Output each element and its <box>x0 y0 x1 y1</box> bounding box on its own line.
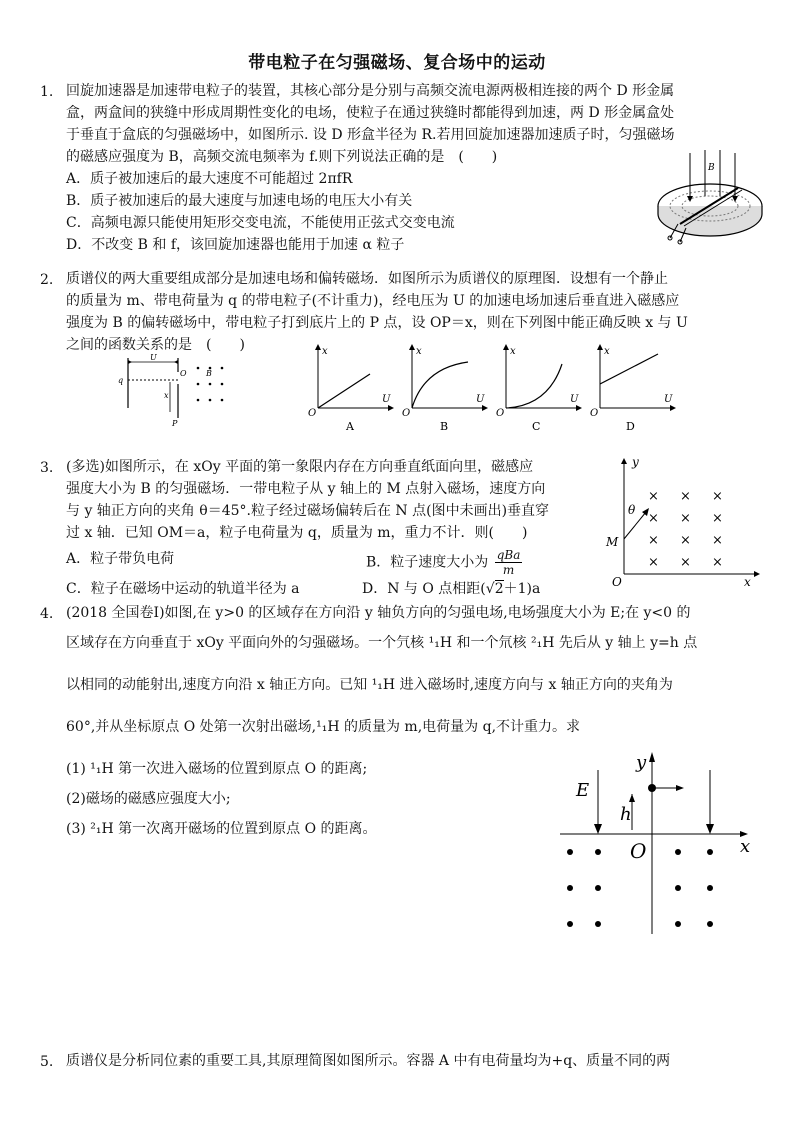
q1-option-c: C．高频电源只能使用矩形交变电流，不能使用正弦式交变电流 <box>66 215 455 231</box>
field-out-of-page-dot <box>707 885 713 891</box>
q3-origin-label: O <box>612 575 622 588</box>
q4-sub-2: (2)磁场的磁感应强度大小; <box>66 791 231 807</box>
field-out-of-page-dot <box>675 921 681 927</box>
field-out-of-page-dot <box>595 885 601 891</box>
q4-sub-3: (3) ²₁H 第一次离开磁场的位置到原点 O 的距离。 <box>66 821 377 837</box>
q3-option-d <box>362 578 540 600</box>
field-out-of-page-dot <box>707 921 713 927</box>
cyclotron-b-label: B <box>708 163 715 173</box>
field-into-page-mark: × <box>680 489 691 504</box>
q4-line-3: 以相同的动能射出,速度方向沿 x 轴正方向。已知 ¹₁H 进入磁场时,速度方向与 x 轴正方向的夹角为 <box>66 677 673 693</box>
field-into-page-mark: × <box>648 555 659 570</box>
spectrometer-b-label: B <box>206 369 212 378</box>
spectrometer-q-label: q <box>118 376 124 385</box>
sqrt-symbol: √ <box>485 581 495 597</box>
field-out-of-page-dot <box>595 921 601 927</box>
q3-option-d-text: D．N 与 O 点相距( <box>362 581 486 597</box>
page-title: 带电粒子在匀强磁场、复合场中的运动 <box>248 53 546 73</box>
graph-c-origin: O <box>496 408 505 419</box>
field-into-page-mark: × <box>712 555 723 570</box>
q3-option-d-radicand: 2 <box>494 581 504 597</box>
q3-option-b <box>366 548 522 577</box>
graph-a-label: A <box>346 420 354 433</box>
spectrometer-p-label: P <box>172 419 178 428</box>
q3-line-1: (多选)如图所示，在 xOy 平面的第一象限内存在方向垂直纸面向里，磁感应 <box>66 459 534 475</box>
q3-fraction-numerator: qBa <box>496 548 521 562</box>
field-out-of-page-dot <box>707 849 713 855</box>
graph-c-y-label: x <box>510 346 516 357</box>
q1-line-4: 的磁感应强度为 B，高频交流电频率为 f.则下列说法正确的是 ( ) <box>66 149 498 165</box>
q3-option-d-tail: ＋1)a <box>503 581 541 597</box>
q1-option-a: A．质子被加速后的最大速度不可能超过 2πfR <box>66 171 353 187</box>
q2-line-4: 之间的函数关系的是 ( ) <box>66 337 245 353</box>
field-into-page-mark: × <box>648 489 659 504</box>
field-into-page-mark: × <box>712 489 723 504</box>
graph-b-label: B <box>440 420 449 433</box>
field-into-page-mark: × <box>680 511 691 526</box>
q2-line-1: 质谱仪的两大重要组成部分是加速电场和偏转磁场．如图所示为质谱仪的原理图．设想有一个静止 <box>66 271 668 287</box>
graph-a-x-label: U <box>382 394 391 405</box>
field-out-of-page-dot <box>567 885 573 891</box>
q3-fraction-denominator: m <box>502 563 515 577</box>
graph-d-label: D <box>626 420 635 433</box>
graph-b-origin: O <box>402 408 411 419</box>
graph-a-y-label: x <box>322 346 328 357</box>
q1-option-b: B．质子被加速后的最大速度与加速电场的电压大小有关 <box>66 193 413 209</box>
q4-line-2: 区域存在方向垂直于 xOy 平面向外的匀强磁场。一个氕核 ¹₁H 和一个氘核 ²₁H 先后从 y 轴上 y=h 点 <box>66 635 698 651</box>
q2-number: 2. <box>40 272 54 288</box>
graph-a <box>308 344 394 433</box>
q3-number: 3. <box>40 460 54 476</box>
field-out-of-page-dot <box>675 849 681 855</box>
q4-line-4: 60°,并从坐标原点 O 处第一次射出磁场,¹₁H 的质量为 m,电荷量为 q,不计重力。求 <box>66 719 581 735</box>
field-into-page-mark: × <box>680 533 691 548</box>
q3-y-axis-label: y <box>632 455 639 469</box>
q1-line-1: 回旋加速器是加速带电粒子的装置，其核心部分是分别与高频交流电源两极相连接的两个 D 形金属 <box>66 83 675 99</box>
q3-x-axis-label: x <box>744 575 751 588</box>
cyclotron-figure <box>650 148 770 248</box>
q3-line-3: 与 y 轴正方向的夹角 θ＝45°.粒子经过磁场偏转后在 N 点(图中未画出)垂直穿 <box>66 503 550 519</box>
q3-option-a: A．粒子带负电荷 <box>66 551 175 567</box>
q3-line-2: 强度大小为 B 的匀强磁场．一带电粒子从 y 轴上的 M 点射入磁场，速度方向 <box>66 481 546 497</box>
graph-a-origin: O <box>308 408 317 419</box>
graph-d-x-label: U <box>664 394 673 405</box>
field-into-page-mark: × <box>648 533 659 548</box>
q5-number: 5. <box>40 1054 54 1070</box>
q1-line-3: 于垂直于盒底的匀强磁场中，如图所示. 设 D 形盒半径为 R.若用回旋加速器加速质子时，匀强磁场 <box>66 127 675 143</box>
graph-d-origin: O <box>590 408 599 419</box>
field-out-of-page-dot <box>567 849 573 855</box>
q4-line-1: (2018 全国卷Ⅰ)如图,在 y>0 的区域存在方向沿 y 轴负方向的匀强电场,电场强度大小为 E;在 y<0 的 <box>66 605 691 621</box>
q4-sub-1: (1) ¹₁H 第一次进入磁场的位置到原点 O 的距离; <box>66 761 368 777</box>
spectrometer-x-label: x <box>164 391 169 400</box>
q3-option-b-fraction <box>495 548 523 577</box>
mass-spectrometer-figure <box>118 350 238 430</box>
q3-option-b-text: B．粒子速度大小为 <box>366 554 489 571</box>
graph-c-x-label: U <box>570 394 579 405</box>
q2-line-3: 强度为 B 的偏转磁场中，带电粒子打到底片上的 P 点，设 OP＝x，则在下列图中能正确反映 x 与 U <box>66 315 688 331</box>
spectrometer-u-label: U <box>150 353 157 362</box>
q4-e-label: E <box>576 780 590 801</box>
q1-option-d: D．不改变 B 和 f，该回旋加速器也能用于加速 α 粒子 <box>66 237 405 253</box>
field-out-of-page-dot <box>595 849 601 855</box>
field-into-page-mark: × <box>648 511 659 526</box>
graph-d-y-label: x <box>604 346 610 357</box>
q4-number: 4. <box>40 606 54 622</box>
q1-line-2: 盒，两盒间的狭缝中形成周期性变化的电场，使粒子在通过狭缝时都能得到加速，两 D 形金属盒处 <box>66 105 675 121</box>
graph-d <box>590 344 676 433</box>
field-into-page-mark: × <box>712 511 723 526</box>
q4-y-axis-label: y <box>636 752 647 773</box>
q4-h-label: h <box>620 804 632 825</box>
graph-b-y-label: x <box>416 346 422 357</box>
q3-field-figure <box>604 454 764 588</box>
graph-b-x-label: U <box>476 394 485 405</box>
q3-line-4: 过 x 轴．已知 OM＝a，粒子电荷量为 q，质量为 m，重力不计．则( ) <box>66 525 528 541</box>
q3-theta-label: θ <box>628 503 636 517</box>
q2-answer-graphs <box>300 344 700 436</box>
graph-c-label: C <box>532 420 541 433</box>
graph-b <box>402 344 488 433</box>
q2-line-2: 的质量为 m、带电荷量为 q 的带电粒子(不计重力)，经电压为 U 的加速电场加速后垂直进入磁感应 <box>66 293 680 309</box>
field-out-of-page-dot <box>675 885 681 891</box>
field-out-of-page-dot <box>567 921 573 927</box>
q4-field-figure <box>560 748 760 938</box>
field-into-page-mark: × <box>680 555 691 570</box>
q1-number: 1. <box>40 84 54 100</box>
field-into-page-mark: × <box>712 533 723 548</box>
q5-line-1: 质谱仪是分析同位素的重要工具,其原理简图如图所示。容器 A 中有电荷量均为+q、质量不同的两 <box>66 1053 671 1069</box>
q3-m-label: M <box>606 535 619 549</box>
spectrometer-o-label: O <box>180 369 187 378</box>
graph-c <box>496 344 582 433</box>
q4-origin-label: O <box>630 839 647 863</box>
q4-x-axis-label: x <box>740 836 751 857</box>
q3-option-c: C．粒子在磁场中运动的轨道半径为 a <box>66 581 300 597</box>
